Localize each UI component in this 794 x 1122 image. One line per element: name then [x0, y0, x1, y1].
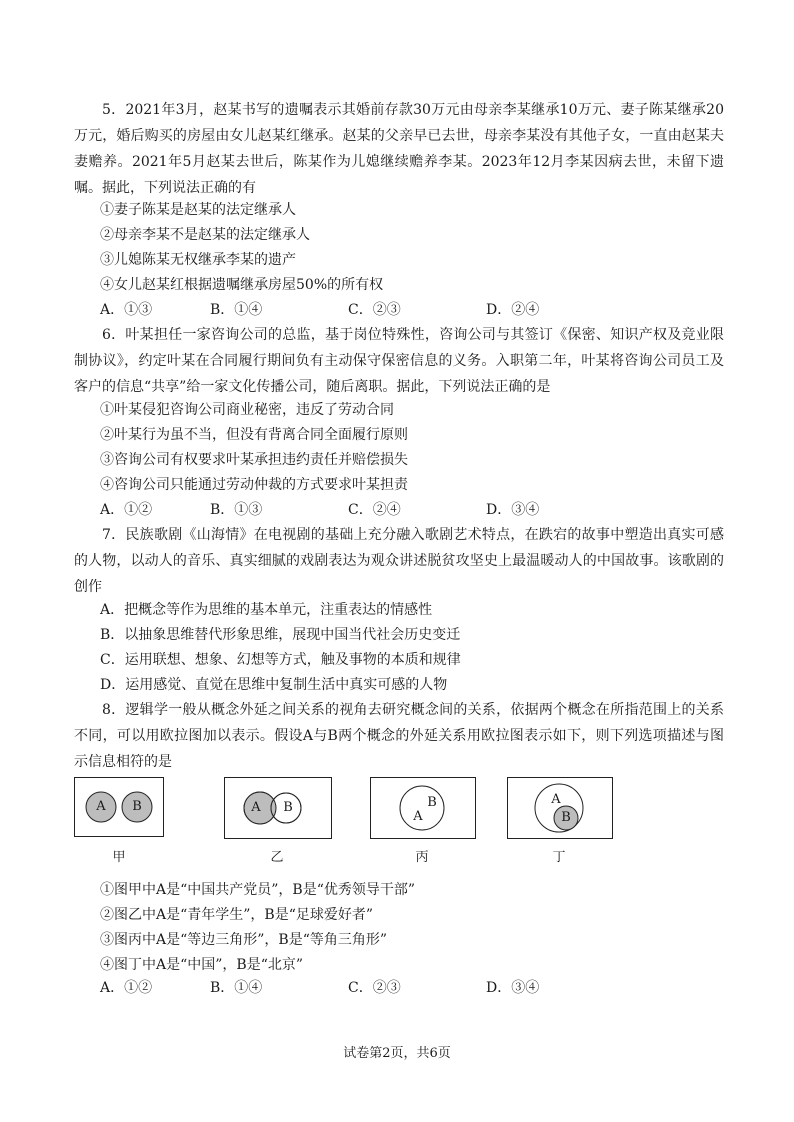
- yi-label-b: B: [283, 800, 293, 815]
- q8-item-1: ①图甲中A是“中国共产党员”，B是“优秀领导干部”: [100, 882, 416, 898]
- euler-diagram-jia: [74, 777, 164, 837]
- q8-choice-b: B．①④: [210, 980, 263, 996]
- q6-choice-a: A．①②: [100, 502, 153, 518]
- q8-item-2: ②图乙中A是“青年学生”，B是“足球爱好者”: [100, 907, 374, 923]
- q7-choice-d: D．运用感觉、直觉在思维中复制生活中真实可感的人物: [100, 677, 448, 693]
- q8-choice-c: C．②③: [348, 980, 401, 996]
- page-footer: 试卷第2页，共6页: [343, 1046, 451, 1061]
- q8-choice-d: D．③④: [486, 980, 540, 996]
- q6-choice-d: D．③④: [486, 502, 540, 518]
- bing-label-b: B: [427, 795, 437, 810]
- q6-stem: 6．叶某担任一家咨询公司的总监，基于岗位特殊性，咨询公司与其签订《保密、知识产权及竞业限制协议》，约定叶某在合同履行期间负有主动保守保密信息的义务。入职第二年，叶某将咨询公司员工及客户的信息“共享”给一家文化传播公司，随后离职。据此，下列说法正确的是: [74, 327, 724, 395]
- q6-choice-c: C．②④: [348, 502, 401, 518]
- q8-item-3: ③图丙中A是“等边三角形”，B是“等角三角形”: [100, 932, 388, 948]
- jia-label-a: A: [96, 799, 106, 814]
- q5-stem: 5．2021年3月，赵某书写的遗嘱表示其婚前存款30万元由母亲李某继承10万元、妻子陈某继承20万元，婚后购买的房屋由女儿赵某红继承。赵某的父亲早已去世，母亲李某没有其他子女，一直由赵某夫妻赡养。2021年5月赵某去世后，陈某作为儿媳继续赡养李某。2023年12月李某因病去世，未留下遗嘱。据此，下列说法正确的有: [74, 102, 724, 196]
- q5-item-4: ④女儿赵某红根据遗嘱继承房屋50%的所有权: [100, 277, 384, 293]
- q6-item-3: ③咨询公司有权要求叶某承担违约责任并赔偿损失: [100, 452, 408, 468]
- yi-caption: 乙: [270, 850, 284, 865]
- q7-choice-b: B．以抽象思维替代形象思维，展现中国当代社会历史变迁: [100, 627, 461, 643]
- yi-label-a: A: [251, 800, 261, 815]
- jia-caption: 甲: [112, 850, 126, 865]
- q7-choice-a: A．把概念等作为思维的基本单元，注重表达的情感性: [100, 602, 433, 618]
- ding-label-b: B: [561, 810, 571, 825]
- bing-caption: 丙: [415, 850, 429, 865]
- euler-diagram-ding: [507, 777, 613, 839]
- q5-item-3: ③儿媳陈某无权继承李某的遗产: [100, 252, 296, 268]
- q7-stem: 7．民族歌剧《山海情》在电视剧的基础上充分融入歌剧艺术特点，在跌宕的故事中塑造出真实可感的人物，以动人的音乐、真实细腻的戏剧表达为观众讲述脱贫攻坚史上最温暖动人的中国故事。该歌剧的创作: [74, 527, 724, 595]
- q8-choice-a: A．①②: [100, 980, 153, 996]
- bing-label-a: A: [413, 809, 423, 824]
- q6-item-1: ①叶某侵犯咨询公司商业秘密，违反了劳动合同: [100, 402, 394, 418]
- q5-choice-d: D．②④: [486, 302, 540, 318]
- q5-item-1: ①妻子陈某是赵某的法定继承人: [100, 202, 296, 218]
- q6-item-4: ④咨询公司只能通过劳动仲裁的方式要求叶某担责: [100, 477, 408, 493]
- q5-choice-c: C．②③: [348, 302, 401, 318]
- q7-choice-c: C．运用联想、想象、幻想等方式，触及事物的本质和规律: [100, 652, 461, 668]
- q6-item-2: ②叶某行为虽不当，但没有背离合同全面履行原则: [100, 427, 408, 443]
- ding-label-a: A: [551, 792, 561, 807]
- q5-choice-b: B．①④: [210, 302, 263, 318]
- q6-choice-b: B．①③: [210, 502, 263, 518]
- q5-item-2: ②母亲李某不是赵某的法定继承人: [100, 227, 310, 243]
- q5-choice-a: A．①③: [100, 302, 153, 318]
- jia-label-b: B: [132, 799, 142, 814]
- q8-item-4: ④图丁中A是“中国”，B是“北京”: [100, 957, 304, 973]
- q8-stem: 8．逻辑学一般从概念外延之间关系的视角去研究概念间的关系，依据两个概念在所指范围上的关系不同，可以用欧拉图加以表示。假设A与B两个概念的外延关系用欧拉图表示如下，则下列选项描述与图示信息相符的是: [74, 702, 724, 770]
- ding-caption: 丁: [552, 850, 566, 865]
